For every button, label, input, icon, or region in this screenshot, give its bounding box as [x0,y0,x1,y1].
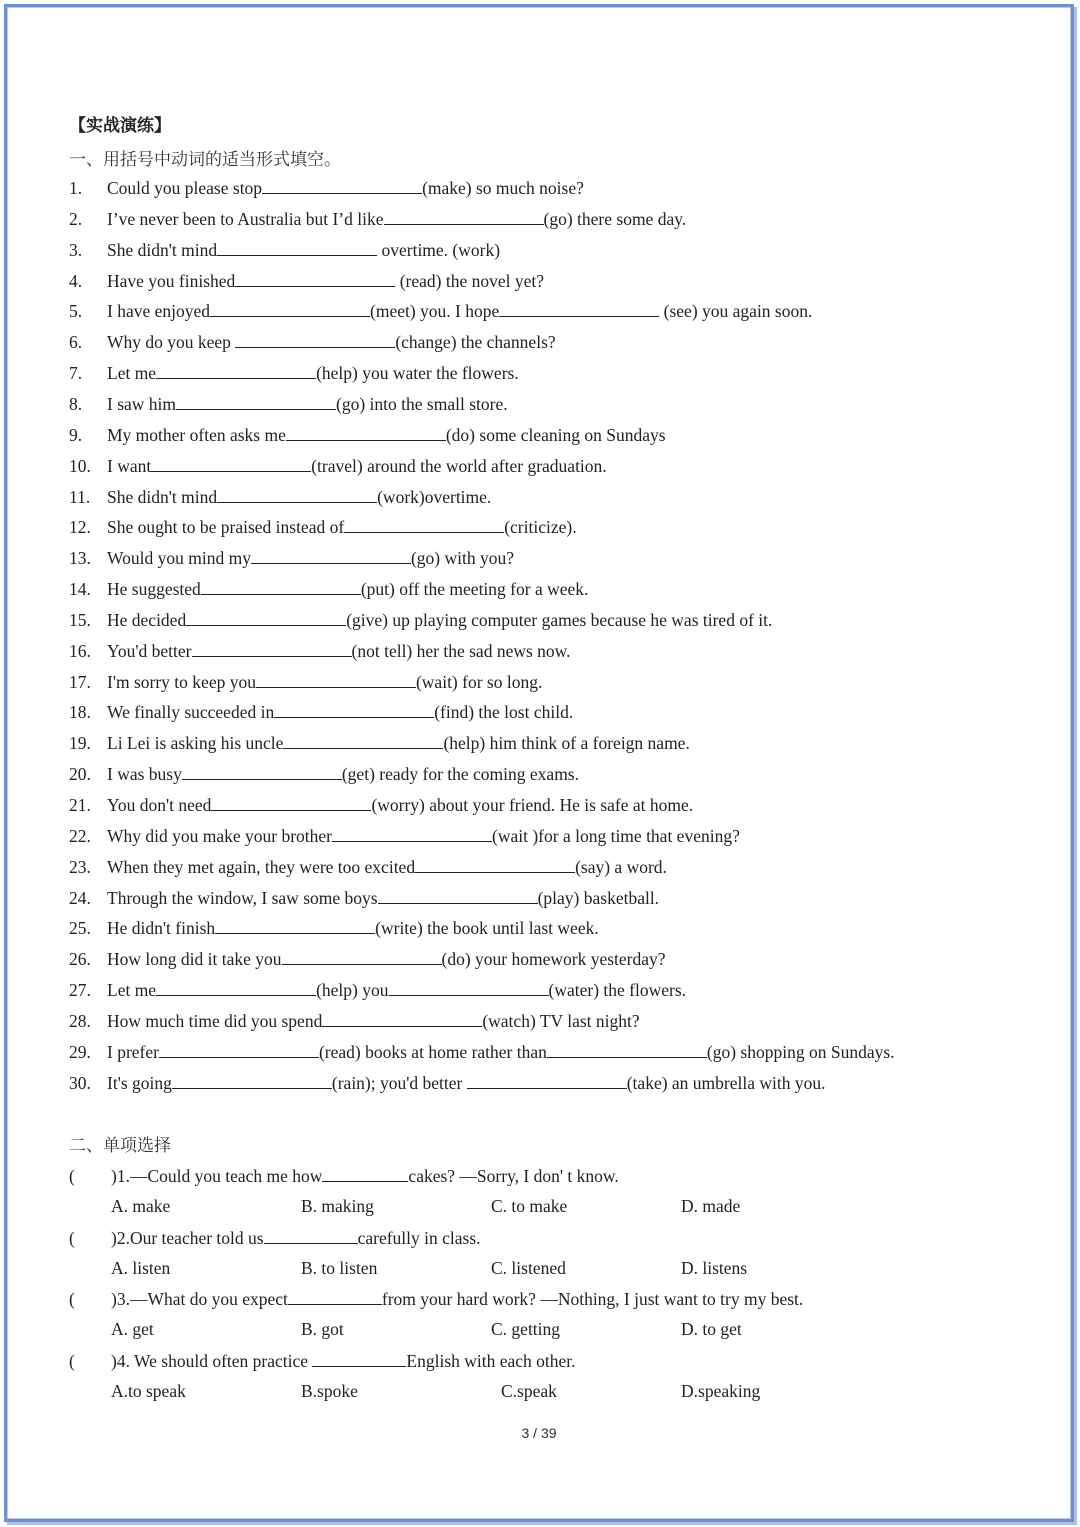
answer-bracket[interactable]: ( [69,1227,75,1248]
question-text: She ought to be praised instead of [107,517,345,538]
question-text: I have enjoyed [107,301,211,322]
question-number: 5. [69,301,83,322]
question-text: (put) off the meeting for a week. [360,579,589,600]
answer-blank[interactable] [282,946,442,965]
question-row [69,391,508,415]
question-text: (give) up playing computer games because he was tired of it. [346,609,773,630]
choice-question [69,1286,803,1310]
question-stem: )3.—What do you expect [111,1289,288,1310]
question-row [69,422,666,446]
question-row [69,206,686,230]
worksheet [7,7,1071,1519]
answer-blank[interactable] [251,545,411,564]
question-text: He suggested [107,579,201,600]
answer-blank[interactable] [156,977,316,996]
question-row [69,268,544,292]
answer-blank[interactable] [192,638,352,657]
question-number: 29. [69,1041,91,1062]
question-stem: )2.Our teacher told us [111,1227,264,1248]
answer-blank[interactable] [286,422,446,441]
answer-blank[interactable] [176,391,336,410]
question-text: (find) the lost child. [434,702,574,723]
question-text: (travel) around the world after graduation. [311,455,607,476]
question-text: Li Lei is asking his uncle [107,733,284,754]
question-number: 26. [69,949,91,970]
answer-blank [312,1348,406,1367]
question-text: (work)overtime. [377,486,492,507]
question-text: My mother often asks me [107,424,286,445]
option-a: A. get [111,1319,154,1340]
question-text: When they met again, they were too excited [107,856,416,877]
answer-blank[interactable] [547,1039,707,1058]
question-text: (read) books at home rather than [318,1041,547,1062]
question-text: It's going [107,1072,172,1093]
question-text: (make) so much noise? [422,178,584,198]
answer-blank [322,1163,408,1182]
question-text: Would you mind my [107,548,251,569]
question-text: (take) an umbrella with you. [626,1072,826,1093]
question-row [69,453,607,477]
section2-title: 二、单项选择 [69,1136,171,1156]
question-text: We finally succeeded in [107,702,275,723]
question-number: 13. [69,548,91,569]
option-d: D. to get [681,1319,742,1340]
question-row [69,484,491,508]
question-text: (go) into the small store. [336,393,508,414]
question-text: (rain); you'd better [331,1072,467,1093]
question-number: 22. [69,825,91,846]
option-a: A. listen [111,1257,171,1278]
question-stem: )1.—Could you teach me how [111,1166,323,1186]
choice-question [69,1348,576,1372]
option-d: D. made [681,1196,741,1216]
answer-blank[interactable] [283,730,443,749]
answer-bracket[interactable]: ( [69,1166,75,1186]
answer-blank[interactable] [159,1039,319,1058]
question-number: 17. [69,671,91,692]
question-text: overtime. (work) [377,239,501,260]
question-text: I'm sorry to keep you [107,671,256,692]
question-text: (get) ready for the coming exams. [341,764,579,785]
question-text: (read) the novel yet? [395,270,544,291]
question-number: 3. [69,239,83,260]
question-text: Through the window, I saw some boys [107,887,378,908]
answer-blank[interactable] [384,206,544,225]
choice-question [69,1163,619,1187]
page-number: 3 / 39 [521,1425,557,1441]
question-row [69,1039,895,1063]
question-number: 2. [69,208,83,229]
option-a: A.to speak [111,1380,186,1401]
answer-bracket[interactable]: ( [69,1289,75,1310]
answer-blank[interactable] [322,1008,482,1027]
question-text: Why did you make your brother [107,825,333,846]
answer-blank[interactable] [215,915,375,934]
question-stem: English with each other. [406,1350,576,1371]
question-row [69,854,667,878]
question-row [69,885,659,909]
question-number: 21. [69,795,91,815]
question-number: 15. [69,609,91,630]
answer-blank [288,1286,382,1305]
answer-blank[interactable] [332,823,492,842]
question-text: I’ve never been to Australia but I’d like [107,208,384,229]
question-row [69,1070,826,1094]
question-text: How much time did you spend [107,1010,323,1031]
question-text: (not tell) her the sad news now. [351,640,571,661]
question-number: 6. [69,332,83,353]
question-row [69,638,571,662]
answer-blank[interactable] [262,175,422,194]
question-text: Could you please stop [107,178,263,198]
question-number: 30. [69,1072,91,1093]
answer-blank[interactable] [156,360,316,379]
question-stem: carefully in class. [357,1227,481,1248]
question-text: I prefer [107,1041,159,1062]
question-text: I was busy [107,764,182,785]
question-number: 24. [69,887,91,908]
question-row [69,298,812,322]
question-text: (go) shopping on Sundays. [706,1041,895,1062]
question-row [69,607,772,631]
question-text: (say) a word. [575,856,667,877]
question-text: (do) your homework yesterday? [441,949,666,970]
option-b: B. got [301,1319,344,1340]
answer-blank[interactable] [186,607,346,626]
question-row [69,699,573,723]
answer-blank[interactable] [151,453,311,472]
question-text: Have you finished [107,270,236,291]
question-text: (play) basketball. [537,887,660,908]
question-text: (go) with you? [410,548,514,569]
question-text: (wait) for so long. [415,671,543,692]
answer-blank[interactable] [256,669,416,688]
answer-blank[interactable] [235,268,395,287]
question-row [69,761,579,785]
answer-blank[interactable] [217,237,377,256]
question-text: (watch) TV last night? [482,1010,640,1031]
worksheet-heading: 【实战演练】 [69,116,171,136]
option-b: B.spoke [301,1380,358,1401]
question-text: (criticize). [504,517,577,538]
option-a: A. make [111,1196,171,1216]
answer-blank[interactable] [415,854,575,873]
question-row [69,1008,640,1032]
question-stem: from your hard work? —Nothing, I just want to try my best. [381,1289,804,1310]
question-text: I want [107,455,152,476]
answer-blank[interactable] [344,514,504,533]
answer-blank[interactable] [467,1070,627,1089]
question-number: 11. [69,486,91,507]
question-text: You'd better [107,640,192,661]
question-text: (worry) about your friend. He is safe at home. [371,795,694,815]
question-number: 12. [69,517,91,538]
answer-blank[interactable] [389,977,549,996]
question-row [69,237,500,261]
question-row [69,730,690,754]
option-c: C.speak [501,1380,557,1401]
question-text: He decided [107,609,187,630]
question-text: (go) there some day. [543,208,687,229]
question-number: 8. [69,393,83,414]
option-c: C. listened [491,1257,566,1278]
question-text: Let me [107,980,157,1001]
answer-blank[interactable] [182,761,342,780]
question-number: 7. [69,363,83,384]
question-stem: cakes? —Sorry, I don' t know. [408,1166,619,1186]
page-frame [4,4,1074,1522]
answer-blank[interactable] [235,329,395,348]
question-row [69,669,542,693]
question-number: 16. [69,640,91,661]
option-c: C. to make [491,1196,568,1216]
question-number: 23. [69,856,91,877]
question-number: 4. [69,270,83,291]
question-text: (do) some cleaning on Sundays [445,424,666,445]
question-text: He didn't finish [107,918,216,939]
question-stem: )4. We should often practice [111,1350,313,1371]
question-row [69,823,740,847]
question-text: Why do you keep [107,332,236,353]
answer-blank[interactable] [210,298,370,317]
option-b: B. to listen [301,1257,378,1278]
choice-question [69,1225,481,1249]
question-text: You don't need [107,795,212,815]
answer-blank[interactable] [499,298,659,317]
answer-blank[interactable] [274,699,434,718]
question-row [69,329,556,353]
question-text: She didn't mind [107,486,218,507]
question-text: (wait )for a long time that evening? [492,825,740,846]
option-d: D.speaking [681,1380,761,1401]
question-number: 18. [69,702,91,723]
question-row [69,576,588,600]
question-text: (help) you [316,980,389,1001]
question-number: 20. [69,764,91,785]
question-row [69,792,693,816]
question-number: 25. [69,918,91,939]
question-text: (help) him think of a foreign name. [443,733,690,754]
question-number: 10. [69,455,91,476]
answer-blank[interactable] [217,484,377,503]
question-number: 28. [69,1010,91,1031]
question-row [69,946,666,970]
answer-blank[interactable] [172,1070,332,1089]
option-c: C. getting [491,1319,561,1340]
question-number: 14. [69,579,91,600]
question-text: (help) you water the flowers. [316,363,519,384]
option-d: D. listens [681,1257,748,1278]
answer-blank[interactable] [378,885,538,904]
question-number: 27. [69,980,91,1001]
question-row [69,360,519,384]
question-text: How long did it take you [107,949,282,970]
answer-blank [264,1225,358,1244]
question-text: (see) you again soon. [659,301,813,322]
question-row [69,915,599,939]
question-text: I saw him [107,393,177,414]
question-row [69,977,686,1001]
question-text: (water) the flowers. [548,980,687,1001]
section1-title: 一、用括号中动词的适当形式填空。 [69,150,341,170]
question-text: (meet) you. I hope [370,301,500,322]
question-row [69,514,577,538]
question-row [69,175,584,199]
question-number: 1. [69,178,83,198]
question-row [69,545,514,569]
question-number: 19. [69,733,91,754]
question-text: (change) the channels? [395,332,556,353]
question-number: 9. [69,424,83,445]
answer-blank[interactable] [201,576,361,595]
question-text: (write) the book until last week. [375,918,599,939]
question-text: Let me [107,363,157,384]
option-b: B. making [301,1196,374,1216]
answer-blank[interactable] [211,792,371,811]
answer-bracket[interactable]: ( [69,1350,75,1371]
question-text: She didn't mind [107,239,218,260]
